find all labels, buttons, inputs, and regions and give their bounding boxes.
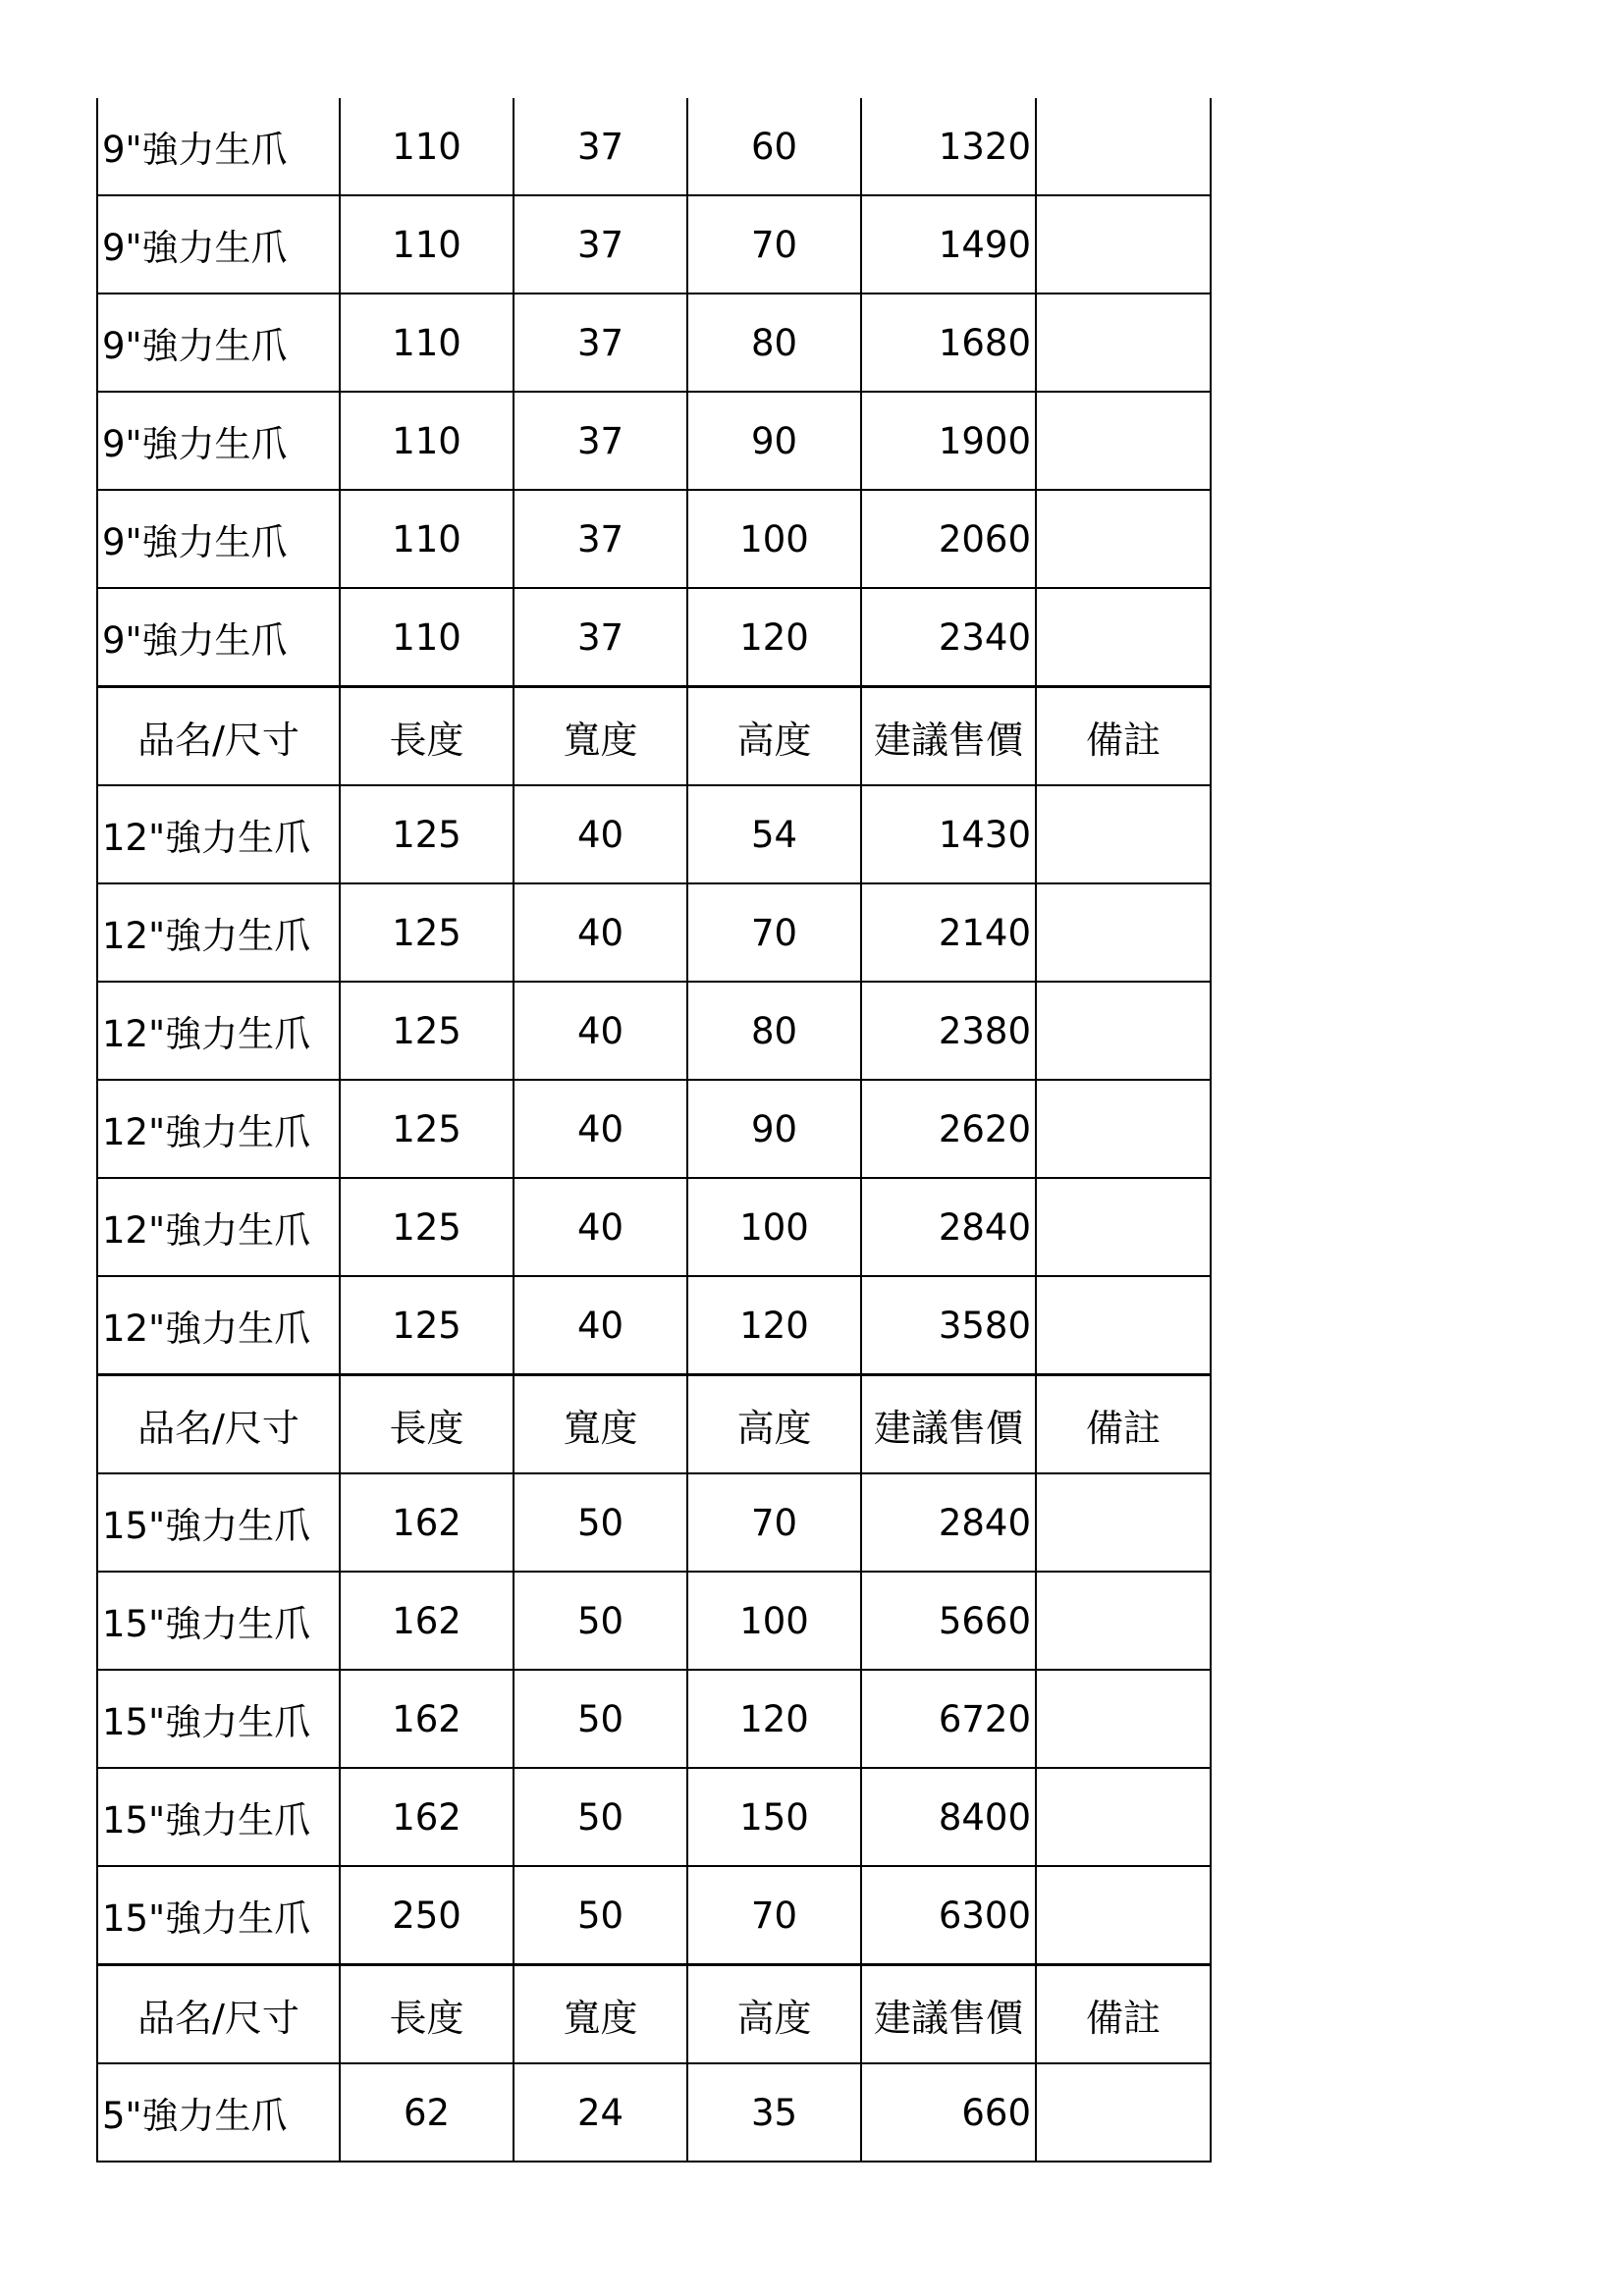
header-length: 長度 [340,1375,514,1474]
table-row [97,2063,1211,2162]
cell-height: 80 [687,982,861,1080]
cell-name: 9"強力生爪 [97,490,340,588]
cell-name: 12"強力生爪 [97,1276,340,1375]
cell-length: 125 [340,1080,514,1178]
cell-price: 3580 [861,1276,1036,1375]
cell-note [1036,588,1211,687]
cell-price: 1490 [861,195,1036,294]
cell-price: 660 [861,2063,1036,2162]
header-row [97,1965,1211,2064]
cell-height: 120 [687,1670,861,1768]
cell-note [1036,1670,1211,1768]
cell-length: 162 [340,1572,514,1670]
cell-note [1036,1178,1211,1276]
header-price: 建議售價 [861,687,1036,786]
header-note: 備註 [1036,1375,1211,1474]
table-row [97,195,1211,294]
table-row [97,294,1211,392]
cell-length: 162 [340,1670,514,1768]
cell-length: 162 [340,1768,514,1866]
price-table-body [97,98,1211,2162]
header-name: 品名/尺寸 [97,1965,340,2064]
cell-length: 125 [340,982,514,1080]
cell-width: 40 [514,1178,687,1276]
cell-name: 9"強力生爪 [97,98,340,195]
cell-length: 62 [340,2063,514,2162]
header-name: 品名/尺寸 [97,1375,340,1474]
cell-name: 15"強力生爪 [97,1768,340,1866]
cell-price: 2620 [861,1080,1036,1178]
table-row [97,490,1211,588]
cell-height: 80 [687,294,861,392]
cell-length: 125 [340,785,514,883]
cell-height: 100 [687,1178,861,1276]
cell-note [1036,2063,1211,2162]
header-height: 高度 [687,687,861,786]
header-width: 寬度 [514,1965,687,2064]
header-note: 備註 [1036,1965,1211,2064]
cell-note [1036,1768,1211,1866]
table-row [97,588,1211,687]
cell-width: 50 [514,1866,687,1965]
cell-width: 37 [514,294,687,392]
table-row [97,392,1211,490]
cell-name: 15"強力生爪 [97,1670,340,1768]
cell-price: 2840 [861,1473,1036,1572]
table-row [97,1178,1211,1276]
table-row [97,883,1211,982]
table-row [97,785,1211,883]
cell-price: 5660 [861,1572,1036,1670]
cell-price: 8400 [861,1768,1036,1866]
table-row [97,982,1211,1080]
cell-note [1036,785,1211,883]
header-price: 建議售價 [861,1375,1036,1474]
header-height: 高度 [687,1965,861,2064]
cell-width: 40 [514,883,687,982]
cell-length: 162 [340,1473,514,1572]
cell-price: 6720 [861,1670,1036,1768]
cell-note [1036,195,1211,294]
header-length: 長度 [340,1965,514,2064]
header-price: 建議售價 [861,1965,1036,2064]
cell-note [1036,490,1211,588]
header-note: 備註 [1036,687,1211,786]
cell-price: 2140 [861,883,1036,982]
header-width: 寬度 [514,687,687,786]
header-height: 高度 [687,1375,861,1474]
cell-height: 60 [687,98,861,195]
cell-length: 125 [340,1276,514,1375]
cell-name: 5"強力生爪 [97,2063,340,2162]
cell-price: 1680 [861,294,1036,392]
price-table [96,98,1212,2163]
cell-height: 150 [687,1768,861,1866]
cell-width: 37 [514,392,687,490]
cell-name: 9"強力生爪 [97,588,340,687]
header-row [97,1375,1211,1474]
cell-price: 2060 [861,490,1036,588]
cell-height: 120 [687,588,861,687]
cell-width: 37 [514,195,687,294]
table-row [97,1670,1211,1768]
cell-note [1036,1276,1211,1375]
cell-height: 120 [687,1276,861,1375]
cell-price: 1430 [861,785,1036,883]
cell-width: 50 [514,1670,687,1768]
cell-height: 90 [687,392,861,490]
cell-width: 50 [514,1572,687,1670]
table-row [97,1768,1211,1866]
table-row [97,1572,1211,1670]
cell-name: 12"強力生爪 [97,1080,340,1178]
header-length: 長度 [340,687,514,786]
cell-height: 70 [687,195,861,294]
cell-price: 6300 [861,1866,1036,1965]
cell-length: 110 [340,98,514,195]
cell-note [1036,1473,1211,1572]
cell-height: 70 [687,1473,861,1572]
table-row [97,1473,1211,1572]
cell-name: 12"強力生爪 [97,883,340,982]
table-row [97,1866,1211,1965]
cell-price: 2340 [861,588,1036,687]
cell-price: 1900 [861,392,1036,490]
cell-price: 2840 [861,1178,1036,1276]
cell-name: 9"強力生爪 [97,392,340,490]
cell-name: 9"強力生爪 [97,294,340,392]
cell-width: 50 [514,1768,687,1866]
cell-note [1036,98,1211,195]
cell-height: 70 [687,883,861,982]
table-row [97,98,1211,195]
cell-width: 37 [514,490,687,588]
header-width: 寬度 [514,1375,687,1474]
header-name: 品名/尺寸 [97,687,340,786]
cell-note [1036,392,1211,490]
table-row [97,1080,1211,1178]
cell-length: 110 [340,588,514,687]
cell-height: 35 [687,2063,861,2162]
cell-price: 1320 [861,98,1036,195]
cell-width: 40 [514,785,687,883]
header-row [97,687,1211,786]
cell-width: 40 [514,1080,687,1178]
cell-note [1036,1572,1211,1670]
cell-note [1036,294,1211,392]
cell-name: 12"強力生爪 [97,785,340,883]
cell-name: 15"強力生爪 [97,1572,340,1670]
cell-name: 9"強力生爪 [97,195,340,294]
cell-height: 100 [687,490,861,588]
cell-note [1036,883,1211,982]
cell-note [1036,982,1211,1080]
cell-name: 15"強力生爪 [97,1866,340,1965]
cell-width: 40 [514,1276,687,1375]
cell-length: 110 [340,490,514,588]
cell-note [1036,1866,1211,1965]
cell-height: 90 [687,1080,861,1178]
cell-width: 50 [514,1473,687,1572]
cell-height: 54 [687,785,861,883]
cell-name: 12"強力生爪 [97,1178,340,1276]
cell-price: 2380 [861,982,1036,1080]
table-row [97,1276,1211,1375]
cell-height: 100 [687,1572,861,1670]
cell-length: 250 [340,1866,514,1965]
cell-length: 125 [340,883,514,982]
cell-height: 70 [687,1866,861,1965]
cell-width: 37 [514,588,687,687]
cell-length: 110 [340,392,514,490]
cell-name: 15"強力生爪 [97,1473,340,1572]
cell-width: 40 [514,982,687,1080]
cell-length: 125 [340,1178,514,1276]
cell-width: 24 [514,2063,687,2162]
cell-name: 12"強力生爪 [97,982,340,1080]
cell-width: 37 [514,98,687,195]
cell-note [1036,1080,1211,1178]
cell-length: 110 [340,195,514,294]
cell-length: 110 [340,294,514,392]
